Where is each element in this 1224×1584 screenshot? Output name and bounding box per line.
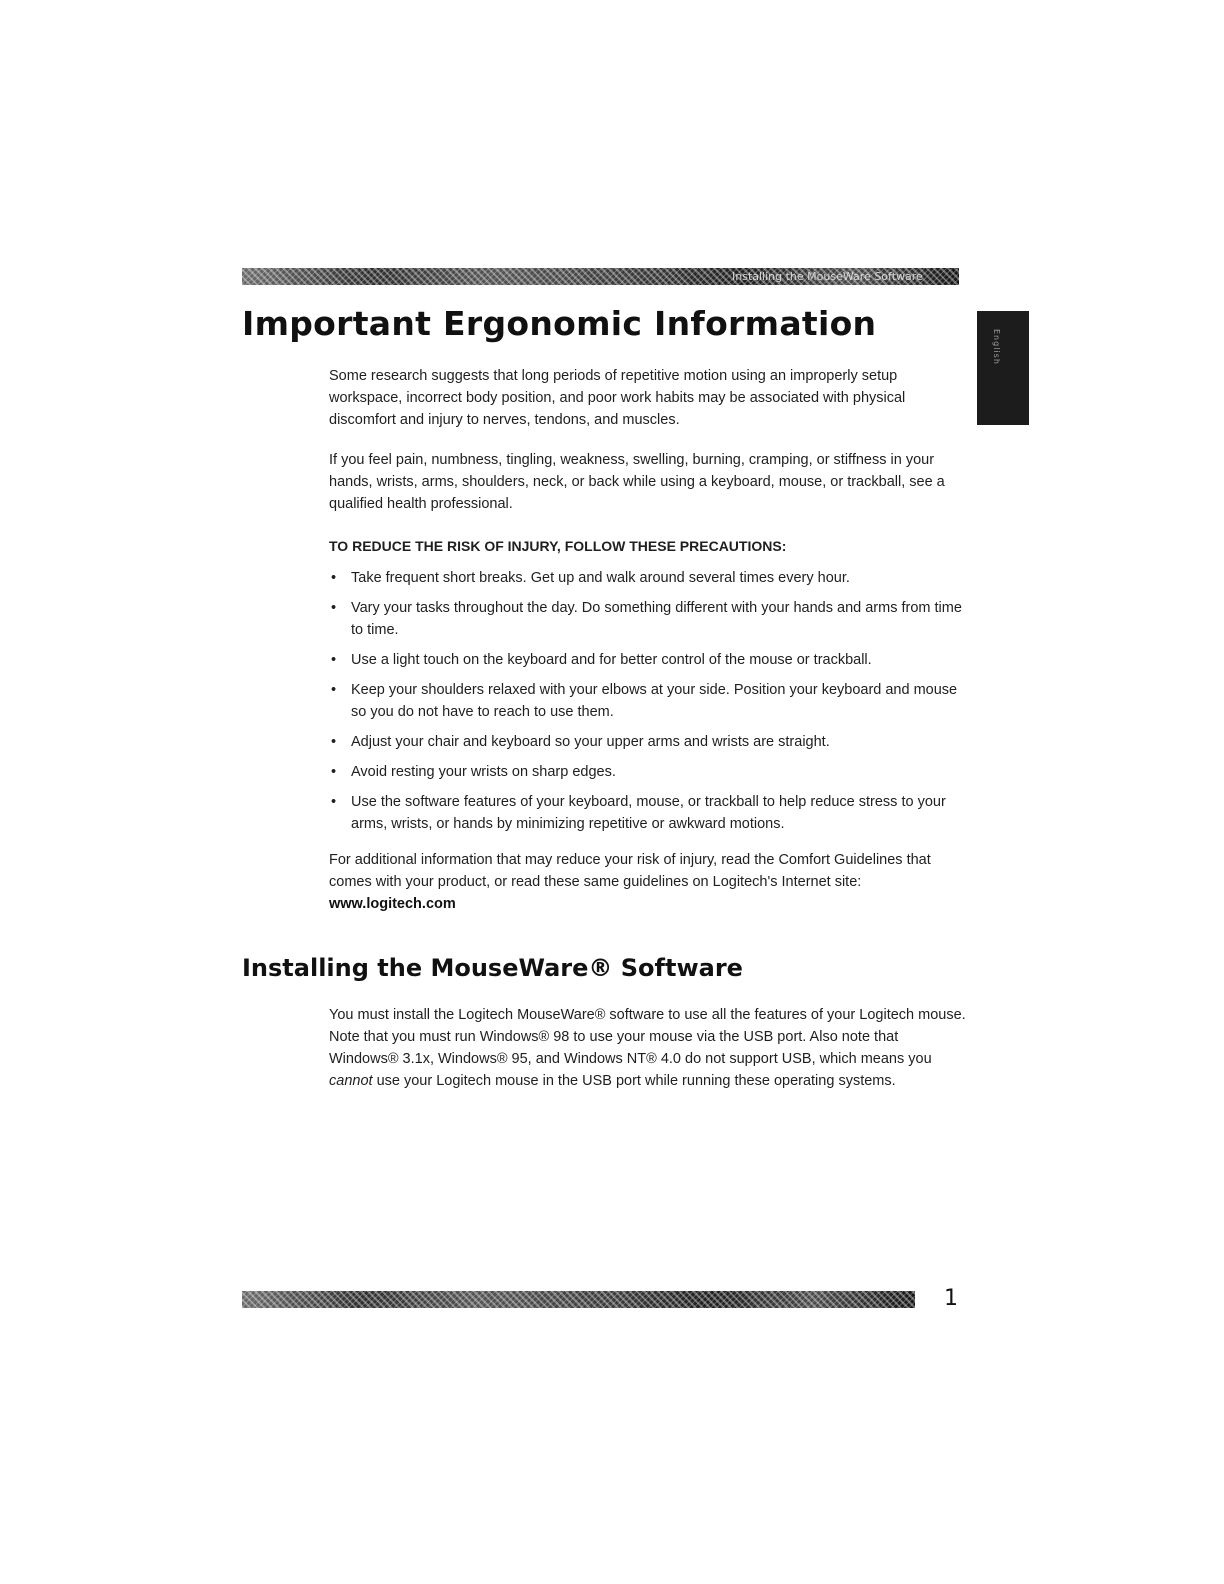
list-item: • Avoid resting your wrists on sharp edges. [329, 761, 969, 783]
list-item: • Use the software features of your keyboard, mouse, or trackball to help reduce stress to your arms, wrists, or hands by minimizing repetitive or awkward motions. [329, 791, 969, 835]
list-item: • Take frequent short breaks. Get up and walk around several times every hour. [329, 567, 969, 589]
install-text-part-2: use your Logitech mouse in the USB port while running these operating systems. [376, 1073, 896, 1089]
additional-info-text: For additional information that may reduce your risk of injury, read the Comfort Guidelines that comes with your product, or read these same guidelines on Logitech's Internet site: [329, 852, 931, 890]
install-text-emphasis: cannot [329, 1073, 373, 1089]
list-item: • Adjust your chair and keyboard so your upper arms and wrists are straight. [329, 731, 969, 753]
page-title: Important Ergonomic Information [242, 304, 877, 343]
side-tab-label: English [992, 329, 1001, 365]
intro-paragraph [329, 365, 969, 431]
symptoms-paragraph [329, 449, 969, 515]
logitech-website-link[interactable]: www.logitech.com [329, 896, 456, 912]
header-decorative-bar [242, 268, 959, 285]
section-title-installing: Installing the MouseWare® Software [242, 954, 743, 982]
install-paragraph [329, 1004, 969, 1092]
precautions-heading: TO REDUCE THE RISK OF INJURY, FOLLOW THESE PRECAUTIONS: [329, 538, 787, 554]
header-bar-label: Installing the MouseWare Software [732, 270, 923, 283]
page-number: 1 [944, 1286, 958, 1311]
install-text-part-1: You must install the Logitech MouseWare® software to use all the features of your Logitech mouse. Note that you must run Windows® 98 to use your mouse via the USB port. Also note that Windows® 3.1x, Windows® 95, and Windows NT® 4.0 do not support USB, which means you [329, 1007, 966, 1067]
intro-text: Some research suggests that long periods of repetitive motion using an improperly setup workspace, incorrect body position, and poor work habits may be associated with physical discomfort and injury to nerves, tendons, and muscles. [329, 368, 906, 428]
footer-decorative-bar [242, 1291, 915, 1308]
symptoms-text: If you feel pain, numbness, tingling, weakness, swelling, burning, cramping, or stiffness in your hands, wrists, arms, shoulders, neck, or back while using a keyboard, mouse, or trackball, see a qualified health professional. [329, 452, 945, 512]
list-item: • Keep your shoulders relaxed with your elbows at your side. Position your keyboard and mouse so you do not have to reach to use them. [329, 679, 969, 723]
list-item: • Use a light touch on the keyboard and for better control of the mouse or trackball. [329, 649, 969, 671]
language-side-tab [977, 311, 1029, 425]
additional-info-paragraph [329, 849, 969, 915]
list-item: • Vary your tasks throughout the day. Do something different with your hands and arms from time to time. [329, 597, 969, 641]
precautions-list [329, 567, 969, 843]
